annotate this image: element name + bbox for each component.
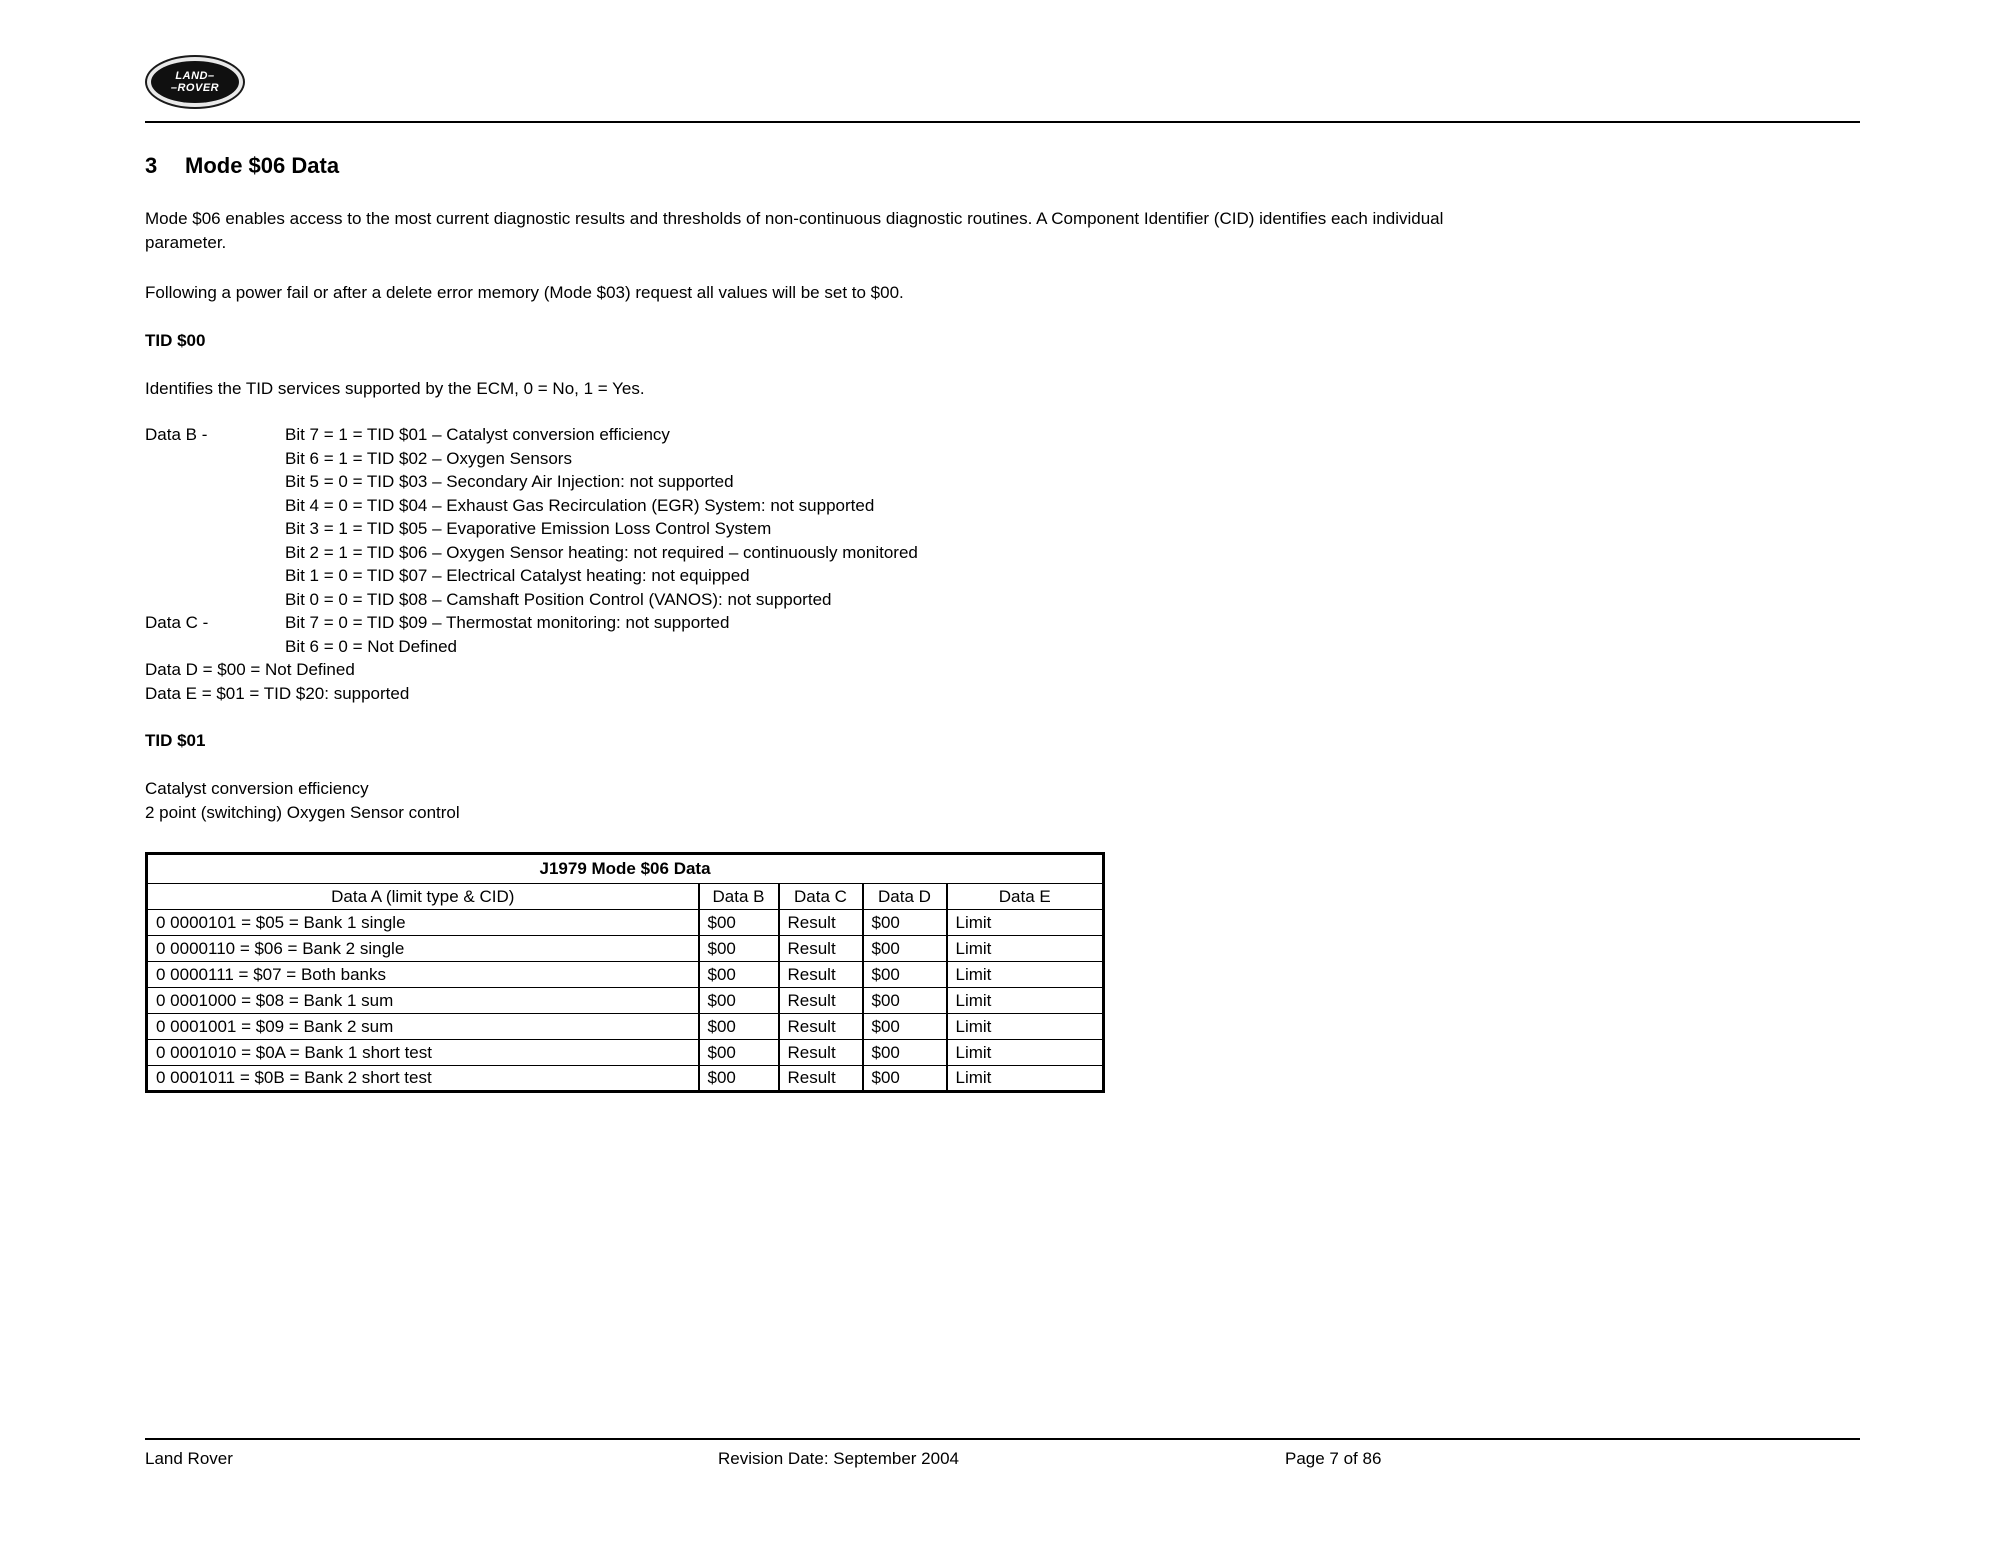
table-row xyxy=(147,988,1104,1014)
j1979-mode06-table xyxy=(145,852,1105,1093)
data-c-lines xyxy=(285,611,1860,658)
cell-data-a: 0 0001011 = $0B = Bank 2 short test xyxy=(147,1066,699,1092)
bit-line: Bit 6 = 0 = Not Defined xyxy=(285,636,457,656)
cell-data-c: Result xyxy=(779,1014,863,1040)
data-c-block xyxy=(145,611,1860,658)
data-d-line: Data D = $00 = Not Defined xyxy=(145,660,355,679)
cell-data-a: 0 0000110 = $06 = Bank 2 single xyxy=(147,936,699,962)
data-b-block xyxy=(145,423,1860,611)
cell-data-b: $00 xyxy=(699,1040,779,1066)
section-heading xyxy=(145,153,1860,179)
cell-data-e: Limit xyxy=(947,962,1104,988)
table-title: J1979 Mode $06 Data xyxy=(147,854,1104,884)
cell-data-d: $00 xyxy=(863,988,947,1014)
table-row xyxy=(147,910,1104,936)
cell-data-a: 0 0001000 = $08 = Bank 1 sum xyxy=(147,988,699,1014)
cell-data-d: $00 xyxy=(863,1014,947,1040)
table-header-row xyxy=(147,884,1104,910)
cell-data-e: Limit xyxy=(947,1066,1104,1092)
tid00-heading: TID $00 xyxy=(145,331,206,350)
cell-data-c: Result xyxy=(779,936,863,962)
cell-data-b: $00 xyxy=(699,1014,779,1040)
bit-line: Bit 6 = 1 = TID $02 – Oxygen Sensors xyxy=(285,448,572,468)
table-row xyxy=(147,1066,1104,1092)
tid01-heading: TID $01 xyxy=(145,731,206,750)
table-title-row xyxy=(147,854,1104,884)
tid00-bit-definitions xyxy=(145,423,1860,705)
cell-data-d: $00 xyxy=(863,962,947,988)
cell-data-b: $00 xyxy=(699,988,779,1014)
bit-line: Bit 3 = 1 = TID $05 – Evaporative Emission Loss Control System xyxy=(285,519,772,538)
cell-data-d: $00 xyxy=(863,910,947,936)
logo-badge xyxy=(151,61,239,103)
bit-line: Bit 0 = 0 = TID $08 – Camshaft Position Control (VANOS): not supported xyxy=(285,589,832,609)
tid00-description: Identifies the TID services supported by the ECM, 0 = No, 1 = Yes. xyxy=(145,379,645,398)
table-row xyxy=(147,1014,1104,1040)
cell-data-d: $00 xyxy=(863,1040,947,1066)
logo-text-top: LAND– xyxy=(175,70,215,82)
cell-data-e: Limit xyxy=(947,910,1104,936)
bit-line: Bit 4 = 0 = TID $04 – Exhaust Gas Recirculation (EGR) System: not supported xyxy=(285,495,875,515)
cell-data-e: Limit xyxy=(947,1014,1104,1040)
table-row xyxy=(147,962,1104,988)
logo-outer-ring xyxy=(145,55,245,109)
bit-line: Bit 2 = 1 = TID $06 – Oxygen Sensor heating: not required – continuously monitored xyxy=(285,542,918,562)
col-header-data-e: Data E xyxy=(947,884,1104,910)
cell-data-c: Result xyxy=(779,988,863,1014)
footer-brand: Land Rover xyxy=(145,1449,233,1468)
cell-data-e: Limit xyxy=(947,988,1104,1014)
bit-line: Bit 1 = 0 = TID $07 – Electrical Catalyst heating: not equipped xyxy=(285,566,750,585)
cell-data-b: $00 xyxy=(699,962,779,988)
cell-data-b: $00 xyxy=(699,910,779,936)
cell-data-d: $00 xyxy=(863,1066,947,1092)
cell-data-b: $00 xyxy=(699,936,779,962)
tid01-line-1: Catalyst conversion efficiency xyxy=(145,779,369,798)
footer-page-number: Page 7 of 86 xyxy=(1285,1449,1382,1468)
cell-data-e: Limit xyxy=(947,936,1104,962)
logo-text-bottom: –ROVER xyxy=(170,82,220,94)
table-row xyxy=(147,1040,1104,1066)
col-header-data-a: Data A (limit type & CID) xyxy=(147,884,699,910)
cell-data-d: $00 xyxy=(863,936,947,962)
page-footer xyxy=(145,1438,1860,1471)
cell-data-c: Result xyxy=(779,1066,863,1092)
bit-line: Bit 5 = 0 = TID $03 – Secondary Air Injection: not supported xyxy=(285,472,734,491)
cell-data-c: Result xyxy=(779,962,863,988)
cell-data-c: Result xyxy=(779,910,863,936)
cell-data-a: 0 0000101 = $05 = Bank 1 single xyxy=(147,910,699,936)
data-b-lines xyxy=(285,423,1860,611)
cell-data-a: 0 0001001 = $09 = Bank 2 sum xyxy=(147,1014,699,1040)
section-number: 3 xyxy=(145,153,158,178)
bit-line: Bit 7 = 1 = TID $01 – Catalyst conversion efficiency xyxy=(285,425,670,444)
cell-data-e: Limit xyxy=(947,1040,1104,1066)
landrover-logo xyxy=(145,55,245,109)
tid01-description xyxy=(145,777,1860,824)
footer-revision-date: Revision Date: September 2004 xyxy=(718,1449,959,1468)
section-title: Mode $06 Data xyxy=(185,153,340,178)
intro-paragraph-1: Mode $06 enables access to the most current diagnostic results and thresholds of non-continuous diagnostic routines. A Component Identifier (CID) identifies each individual parameter. xyxy=(145,209,1444,252)
cell-data-a: 0 0000111 = $07 = Both banks xyxy=(147,962,699,988)
table-row xyxy=(147,936,1104,962)
col-header-data-b: Data B xyxy=(699,884,779,910)
data-b-label: Data B - xyxy=(145,425,208,444)
footer-rule xyxy=(145,1438,1860,1440)
tid01-line-2: 2 point (switching) Oxygen Sensor control xyxy=(145,802,460,822)
intro-paragraph-2: Following a power fail or after a delete error memory (Mode $03) request all values will be set to $00. xyxy=(145,283,904,302)
bit-line: Bit 7 = 0 = TID $09 – Thermostat monitoring: not supported xyxy=(285,613,730,632)
cell-data-c: Result xyxy=(779,1040,863,1066)
col-header-data-d: Data D xyxy=(863,884,947,910)
col-header-data-c: Data C xyxy=(779,884,863,910)
header-rule xyxy=(145,121,1860,123)
data-c-label: Data C - xyxy=(145,613,209,632)
cell-data-a: 0 0001010 = $0A = Bank 1 short test xyxy=(147,1040,699,1066)
cell-data-b: $00 xyxy=(699,1066,779,1092)
data-e-line: Data E = $01 = TID $20: supported xyxy=(145,683,410,703)
